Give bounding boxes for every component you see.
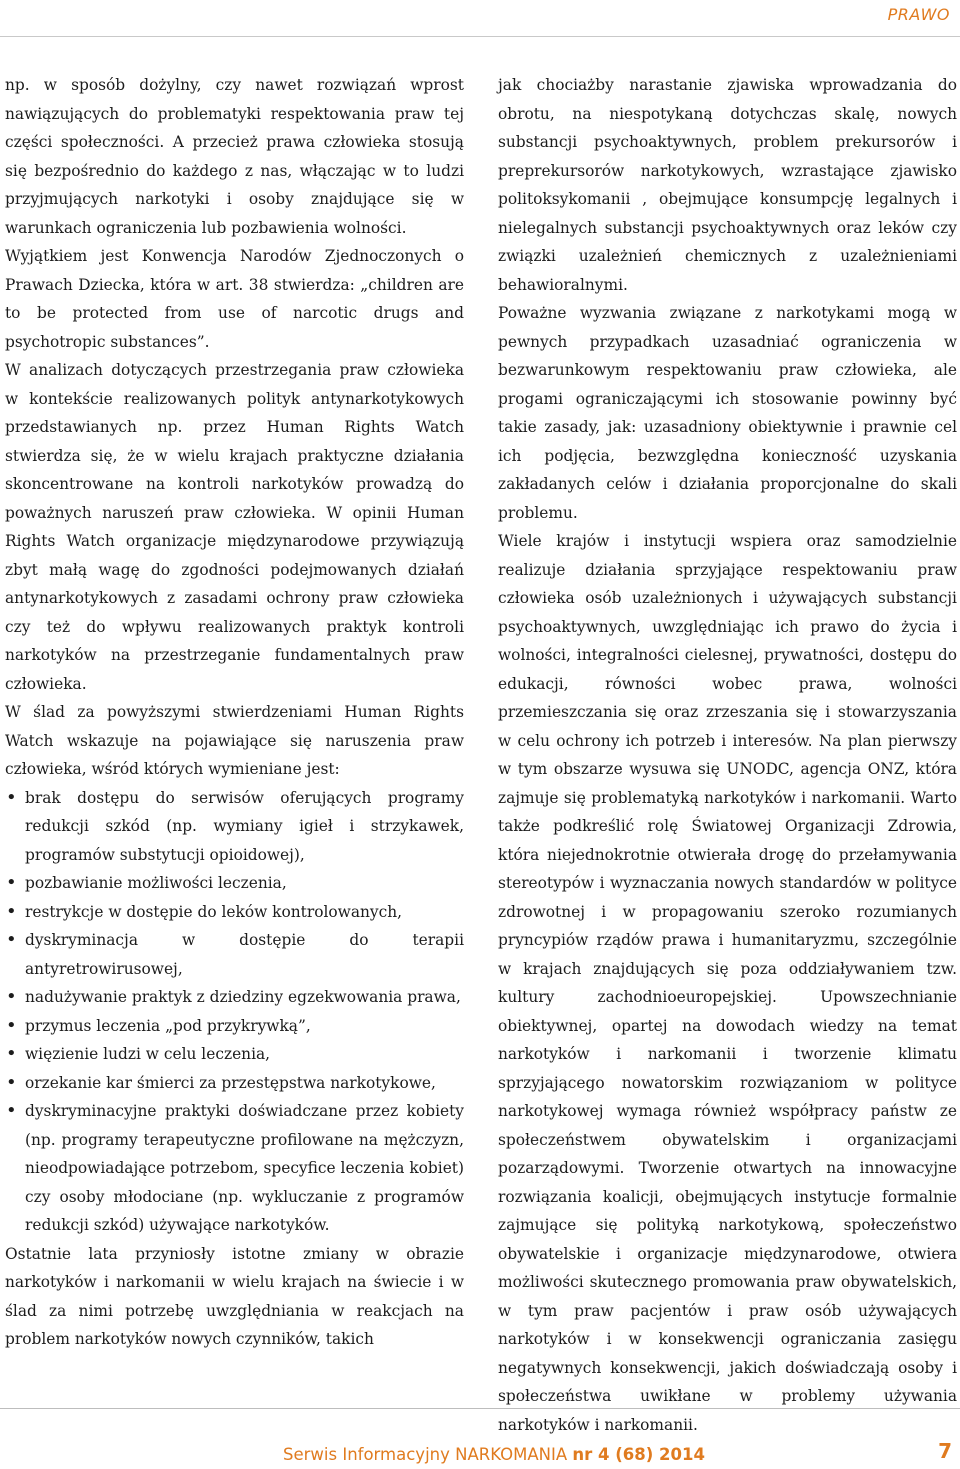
right-column bbox=[498, 71, 957, 1439]
list-item: • nadużywanie praktyk z dziedziny egzekwowania prawa, bbox=[5, 983, 464, 1012]
list-item: • przymus leczenia „pod przykrywką”, bbox=[5, 1012, 464, 1041]
list-item: • brak dostępu do serwisów oferujących programy redukcji szkód (np. wymiany igieł i strzykawek, programów substytucji opioidowej), bbox=[5, 784, 464, 870]
header-divider bbox=[0, 36, 960, 37]
paragraph: Wyjątkiem jest Konwencja Narodów Zjednoczonych o Prawach Dziecka, która w art. 38 stwierdza: „children are to be protected from use of narcotic drugs and psychotropic substances”. bbox=[5, 247, 464, 351]
list-item: • orzekanie kar śmierci za przestępstwa narkotykowe, bbox=[5, 1069, 464, 1098]
paragraph: Ostatnie lata przyniosły istotne zmiany w obrazie narkotyków i narkomanii w wielu krajach na świecie i w ślad za nimi potrzebę uwzględniania w reakcjach na problem narkotyków nowych czynników, takich bbox=[5, 1244, 464, 1348]
issue-number: nr 4 (68) 2014 bbox=[572, 1445, 705, 1464]
list-item: • pozbawianie możliwości leczenia, bbox=[5, 869, 464, 898]
violations-list bbox=[5, 784, 464, 1240]
footer-divider bbox=[0, 1408, 960, 1409]
paragraph: W analizach dotyczących przestrzegania praw człowieka w kontekście realizowanych polityk antynarkotykowych przedstawianych np. przez Human Rights Watch stwierdza się, że w wielu krajach praktyczne działania skoncentrowane na kontroli narkotyków prowadzą do poważnych naruszeń praw człowieka. W opinii Human Rights Watch organizacje międzynarodowe przywiązują zbyt małą wagę do zgodności podejmowanych działań antynarkotykowych z zasadami ochrony praw człowieka czy też do wpływu realizowanych praktyk kontroli narkotyków na przestrzeganie fundamentalnych praw człowieka. bbox=[5, 361, 464, 693]
paragraph: np. w sposób dożylny, czy nawet rozwiązań wprost nawiązujących do problematyki respektowania praw tej części społeczności. A przecież prawa człowieka stosują się bezpośrednio do każdego z nas, włączając w to ludzi przyjmujących narkotyki i osoby znajdujące się w warunkach ograniczenia lub pozbawienia wolności. bbox=[5, 76, 464, 237]
section-label: PRAWO bbox=[887, 5, 950, 24]
list-item: • dyskryminacja w dostępie do terapii antyretrowirusowej, bbox=[5, 926, 464, 983]
page-number: 7 bbox=[938, 1439, 952, 1463]
paragraph: Wiele krajów i instytucji wspiera oraz samodzielnie realizuje działania sprzyjające respektowaniu praw człowieka osób uzależnionych i używających substancji psychoaktywnych, uwzględniając ich prawo do życia i wolności, integralności cielesnej, prywatności, dostępu do edukacji, równości wobec prawa, wolności przemieszczania się oraz zrzeszania się i stowarzyszania w celu ochrony ich potrzeb i interesów. Na plan pierwszy w tym obszarze wysuwa się UNODC, agencja ONZ, która zajmuje się problematyką narkotyków i narkomanii. Warto także podkreślić rolę Światowej Organizacji Zdrowia, która niejednokrotnie otwierała drogę do przełamywania stereotypów i wyznaczania nowych standardów w polityce zdrowotnej i w propagowaniu szeroko rozumianych pryncypiów rządów prawa i humanitaryzmu, szczególnie w krajach znajdujących się poza oddziaływaniem tzw. kultury zachodnioeuropejskiej. Upowszechnianie obiektywnej, opartej na dowodach wiedzy na temat narkotyków i narkomanii i tworzenie klimatu sprzyjającego nowatorskim rozwiązaniom w polityce narkotykowej wymaga również współpracy państw ze społeczeństwem obywatelskim i organizacjami pozarządowymi. Tworzenie otwartych na innowacyjne rozwiązania koalicji, obejmujących instytucje formalnie zajmujące się polityką narkotykową, społeczeństwo obywatelskie i organizacje międzynarodowe, otwiera możliwości skutecznego promowania praw obywatelskich, w tym praw pacjentów i praw osób używających narkotyków i w konsekwencji ograniczania zasięgu negatywnych konsekwencji, jakich doświadczają osoby i społeczeństwa uwikłane w problemy używania narkotyków i narkomanii. bbox=[498, 532, 957, 1434]
paragraph: jak chociażby narastanie zjawiska wprowadzania do obrotu, na niespotykaną dotychczas skalę, nowych substancji psychoaktywnych, problem prekursorów i preprekursorów narkotykowych, wzrastające zjawisko politoksykomanii , obejmujące konsumpcję legalnych i nielegalnych substancji psychoaktywnych oraz leków czy związki uzależnień chemicznych z uzależnieniami behawioralnymi. bbox=[498, 76, 957, 294]
list-item: • restrykcje w dostępie do leków kontrolowanych, bbox=[5, 898, 464, 927]
paragraph: Poważne wyzwania związane z narkotykami mogą w pewnych przypadkach uzasadniać ograniczenia w bezwarunkowym respektowaniu praw człowieka, ale progami ograniczającymi ich stosowanie powinny być takie zasady, jak: uzasadniony obiektywnie i prawnie cel ich podjęcia, bezwzględna konieczność uzyskania zakładanych celów i działania proporcjonalne do skali problemu. bbox=[498, 304, 957, 522]
paragraph: W ślad za powyższymi stwierdzeniami Human Rights Watch wskazuje na pojawiające się naruszenia praw człowieka, wśród których wymieniane jest: bbox=[5, 703, 464, 778]
left-column bbox=[5, 71, 464, 1354]
publication-title: Serwis Informacyjny NARKOMANIA bbox=[283, 1445, 568, 1464]
footer-publication bbox=[283, 1445, 705, 1464]
list-item: • więzienie ludzi w celu leczenia, bbox=[5, 1040, 464, 1069]
list-item: • dyskryminacyjne praktyki doświadczane przez kobiety (np. programy terapeutyczne profilowane na mężczyzn, nieodpowiadające potrzebom, specyfice leczenia kobiet) czy osoby młodociane (np. wykluczanie z programów redukcji szkód) używające narkotyków. bbox=[5, 1097, 464, 1240]
